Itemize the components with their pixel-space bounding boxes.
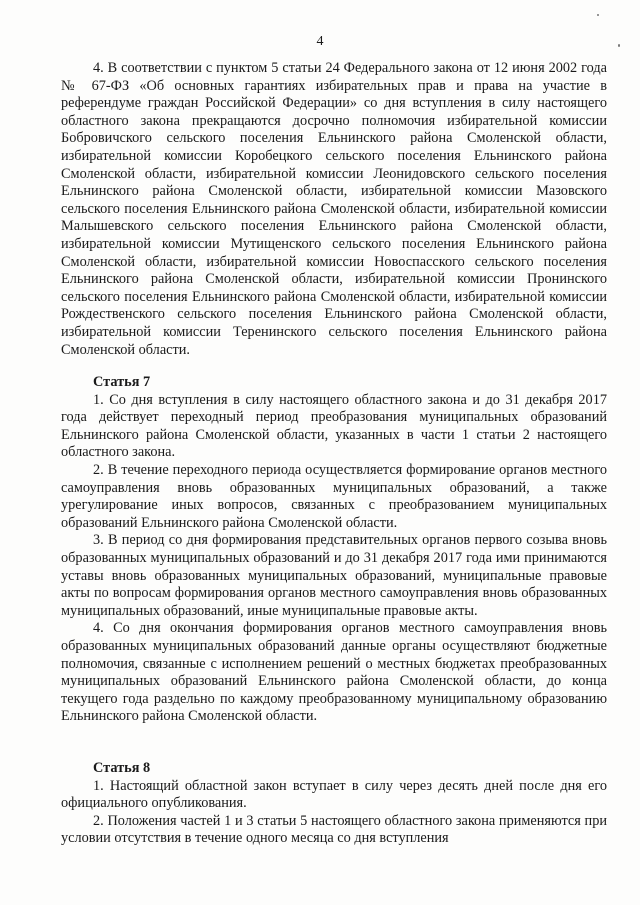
paragraph: 1. Со дня вступления в силу настоящего областного закона и до 31 декабря 2017 года действует переходный период преобразования муниципальных образований Ельнинского района Смоленской области, указанных в части 1 статьи 2 настоящего областного закона. [61,391,607,461]
paragraph: 1. Настоящий областной закон вступает в силу через десять дней после дня его официального опубликования. [61,777,607,812]
scan-speck [618,44,620,47]
article-8 [61,760,607,848]
paragraph: 4. В соответствии с пунктом 5 статьи 24 Федерального закона от 12 июня 2002 года № 67-ФЗ «Об основных гарантиях избирательных прав и права на участие в референдуме граждан Российской Федерации» со дня вступления в силу настоящего областного закона прекращаются досрочно полномочия избирательной комиссии Бобровичского сельского поселения Ельнинского района Смоленской области, избирательной комиссии Коробецкого сельского поселения Ельнинского района Смоленской области, избирательной комиссии Леонидовского сельского поселения Ельнинского района Смоленской области, избирательной комиссии Мазовского сельского поселения Ельнинского района Смоленской области, избирательной комиссии Малышевского сельского поселения Ельнинского района Смоленской области, избирательной комиссии Мутищенского сельского поселения Ельнинского района Смоленской области, избирательной комиссии Новоспасского сельского поселения Ельнинского района Смоленской области, избирательной комиссии Пронинского сельского поселения Ельнинского района Смоленской области, избирательной комиссии Рождественского сельского поселения Ельнинского района Смоленской области, избирательной комиссии Теренинского сельского поселения Ельнинского района Смоленской области. [61,60,607,358]
article-heading: Статья 7 [93,374,151,390]
article-6-continuation [61,60,607,359]
article-heading: Статья 8 [93,760,151,776]
paragraph: 3. В период со дня формирования представительных органов первого созыва вновь образованных муниципальных образований и до 31 декабря 2017 года ими принимаются уставы вновь образованных муниципальных образований, муниципальные правовые акты по вопросам формирования органов местного самоуправления вновь образованных муниципальных образований, иные муниципальные правовые акты. [61,532,607,619]
article-7 [61,374,607,726]
scan-speck [597,14,599,16]
page-number: 4 [316,34,324,49]
paragraph: 2. В течение переходного периода осуществляется формирование органов местного самоуправления вновь образованных муниципальных образований, а также урегулирование иных вопросов, связанных с преобразованием муниципальных образований Ельнинского района Смоленской области. [61,461,607,531]
paragraph: 4. Со дня окончания формирования органов местного самоуправления вновь образованных муниципальных образований данные органы осуществляют бюджетные полномочия, связанные с исполнением решений о местных бюджетах преобразованных муниципальных образований Ельнинского района Смоленской области, до конца текущего года раздельно по каждому преобразованному муниципальному образованию Ельнинского района Смоленской области. [61,620,607,725]
paragraph: 2. Положения частей 1 и 3 статьи 5 настоящего областного закона применяются при условии отсутствия в течение одного месяца со дня вступления [61,812,607,847]
